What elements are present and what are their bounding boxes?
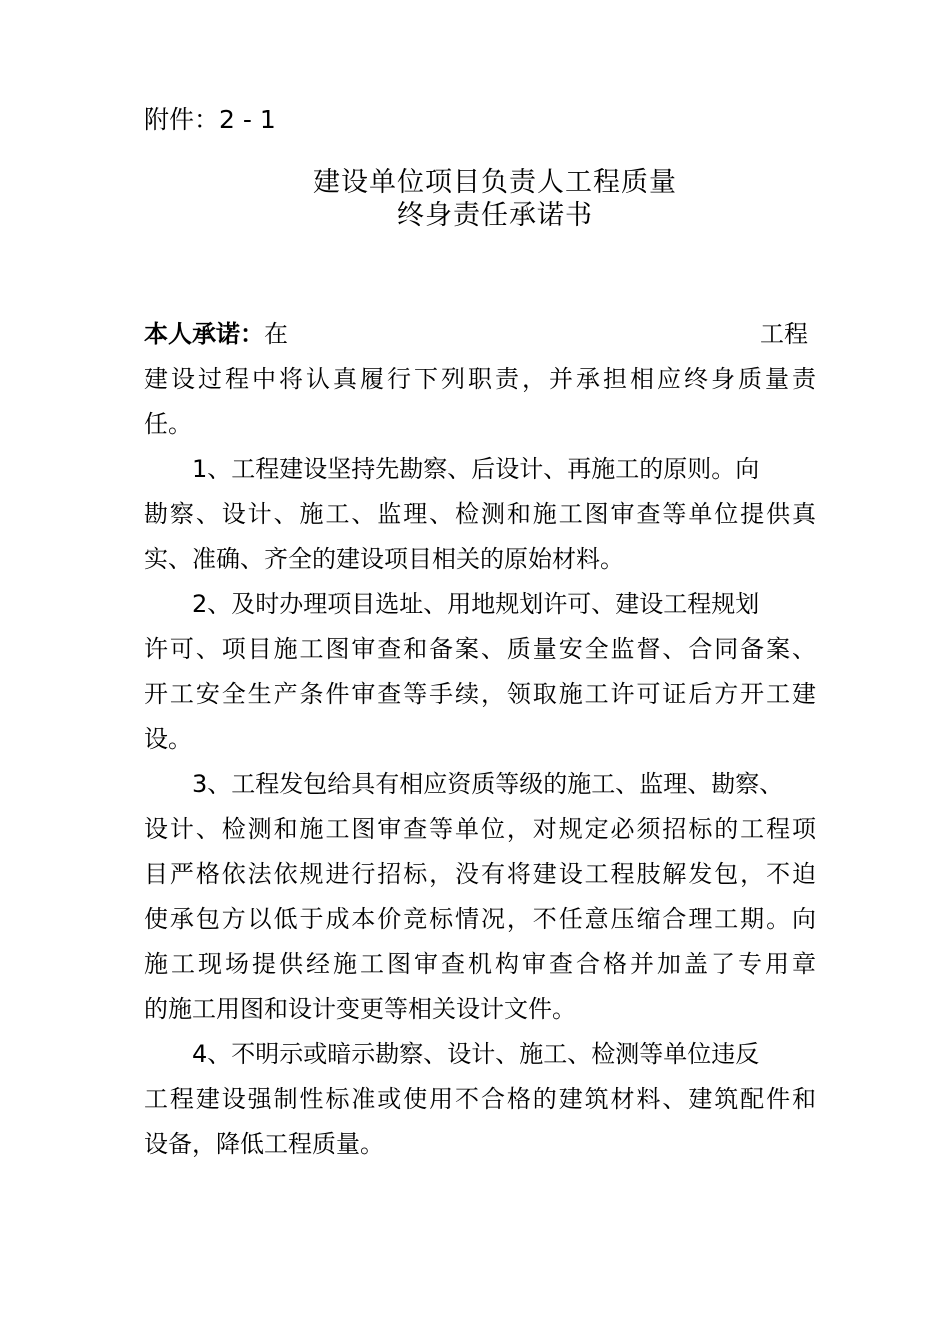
- duty-item-3-line-1: 3、工程发包给具有相应资质等级的施工、监理、勘察、: [192, 770, 784, 798]
- title-line-2: 终身责任承诺书: [397, 200, 593, 231]
- title-line-1: 建设单位项目负责人工程质量: [313, 167, 677, 198]
- duty-item-2-line-2: 许可、项目施工图审查和备案、质量安全监督、合同备案、: [144, 635, 816, 663]
- commitment-line-3: 任。: [144, 410, 192, 438]
- duty-item-3-line-4: 使承包方以低于成本价竞标情况，不任意压缩合理工期。向: [144, 905, 816, 933]
- document-title: [0, 166, 950, 232]
- duty-item-1-line-1: 1、工程建设坚持先勘察、后设计、再施工的原则。向: [192, 455, 760, 483]
- duty-item-4: [144, 1032, 816, 1167]
- duty-item-3-line-5: 施工现场提供经施工图审查机构审查合格并加盖了专用章: [144, 950, 816, 978]
- duty-item-1: [144, 447, 816, 582]
- attachment-label: 附件：2 - 1: [144, 105, 276, 134]
- duty-item-4-line-3: 设备，降低工程质量。: [144, 1130, 384, 1158]
- duty-item-1-line-2: 勘察、设计、施工、监理、检测和施工图审查等单位提供真: [144, 500, 816, 528]
- duty-item-4-line-2: 工程建设强制性标准或使用不合格的建筑材料、建筑配件和: [144, 1085, 816, 1113]
- commitment-line-2: 建设过程中将认真履行下列职责，并承担相应终身质量责: [144, 365, 816, 393]
- duty-item-2: [144, 582, 816, 762]
- project-name-suffix: 工程: [760, 320, 808, 348]
- commitment-lead-bold: 本人承诺：: [144, 320, 264, 348]
- duty-item-3-line-2: 设计、检测和施工图审查等单位，对规定必须招标的工程项: [144, 815, 816, 843]
- duty-item-2-line-3: 开工安全生产条件审查等手续，领取施工许可证后方开工建: [144, 680, 816, 708]
- duty-item-1-line-3: 实、准确、齐全的建设项目相关的原始材料。: [144, 545, 624, 573]
- duty-item-2-line-4: 设。: [144, 725, 192, 753]
- commitment-body: [144, 312, 816, 1167]
- duty-item-3: [144, 762, 816, 1032]
- duty-item-3-line-6: 的施工用图和设计变更等相关设计文件。: [144, 995, 576, 1023]
- duty-item-3-line-3: 目严格依法依规进行招标，没有将建设工程肢解发包，不迫: [144, 860, 816, 888]
- commitment-lead-after: 在: [264, 320, 288, 348]
- commitment-first-line: [144, 312, 808, 357]
- duty-item-2-line-1: 2、及时办理项目选址、用地规划许可、建设工程规划: [192, 590, 760, 618]
- duty-item-4-line-1: 4、不明示或暗示勘察、设计、施工、检测等单位违反: [192, 1040, 760, 1068]
- commitment-lead: [144, 312, 288, 357]
